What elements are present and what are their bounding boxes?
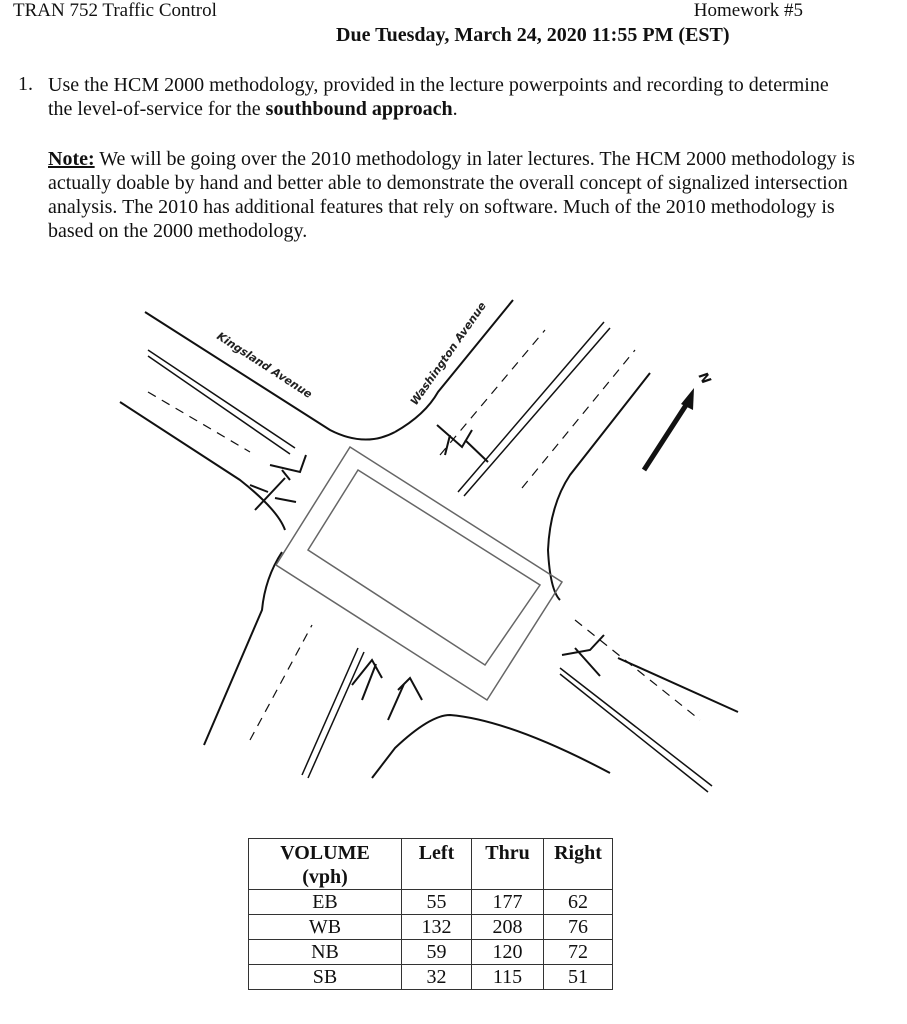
question-text xyxy=(48,73,848,121)
cell-thru: 115 xyxy=(472,965,544,990)
header-left: Left xyxy=(402,839,472,890)
washington-south-edge xyxy=(372,715,610,778)
cell-left: 32 xyxy=(402,965,472,990)
header-volume-line2: (vph) xyxy=(302,866,348,888)
cell-left: 55 xyxy=(402,890,472,915)
header-volume xyxy=(249,839,402,890)
note-label: Note: xyxy=(48,148,95,170)
question-text-bold: southbound approach xyxy=(265,98,453,120)
cell-left: 132 xyxy=(402,915,472,940)
intersection-outer-box xyxy=(276,447,562,700)
table-row xyxy=(249,965,613,990)
intersection-inner-box xyxy=(308,470,540,665)
kingsland-avenue-label: Kingsland Avenue xyxy=(214,329,315,401)
cell-right: 72 xyxy=(544,940,613,965)
row-direction: EB xyxy=(249,890,402,915)
cell-thru: 177 xyxy=(472,890,544,915)
table-header-row xyxy=(249,839,613,890)
table-row xyxy=(249,940,613,965)
question-text-after: . xyxy=(452,98,458,120)
north-arrow-shaft xyxy=(644,402,688,470)
cell-right: 51 xyxy=(544,965,613,990)
table-row xyxy=(249,915,613,940)
north-label: N xyxy=(694,370,714,387)
course-title: TRAN 752 Traffic Control xyxy=(13,0,217,21)
question-text-before: Use the HCM 2000 methodology, provided in the lecture powerpoints and recording to determine the level-of-service for the xyxy=(48,74,829,120)
kingsland-se-edge xyxy=(618,658,738,712)
homework-number: Homework #5 xyxy=(693,0,803,21)
cell-right: 76 xyxy=(544,915,613,940)
cell-left: 59 xyxy=(402,940,472,965)
washington-north-west-edge xyxy=(395,300,513,432)
cell-right: 62 xyxy=(544,890,613,915)
note-text: We will be going over the 2010 methodology in later lectures. The HCM 2000 methodology is actually doable by hand and better able to demonstrate the overall concept of signalized intersection analysis. The 2010 has additional features that rely on software. Much of the 2010 methodology is based on the 2000 methodology. xyxy=(48,148,855,242)
due-date: Due Tuesday, March 24, 2020 11:55 PM (EST) xyxy=(336,24,730,46)
header-thru: Thru xyxy=(472,839,544,890)
intersection-diagram xyxy=(0,250,907,810)
row-direction: SB xyxy=(249,965,402,990)
kingsland-east-edge xyxy=(548,373,650,600)
volume-table xyxy=(248,838,613,990)
washington-avenue-label: Washington Avenue xyxy=(407,299,489,408)
table-row xyxy=(249,890,613,915)
header-right: Right xyxy=(544,839,613,890)
header-volume-line1: VOLUME xyxy=(280,842,370,864)
kingsland-sw-curve xyxy=(204,552,282,745)
cell-thru: 120 xyxy=(472,940,544,965)
row-direction: WB xyxy=(249,915,402,940)
kingsland-west-south-edge xyxy=(120,402,285,530)
cell-thru: 208 xyxy=(472,915,544,940)
row-direction: NB xyxy=(249,940,402,965)
note-paragraph xyxy=(48,147,868,243)
question-number: 1. xyxy=(18,73,33,95)
